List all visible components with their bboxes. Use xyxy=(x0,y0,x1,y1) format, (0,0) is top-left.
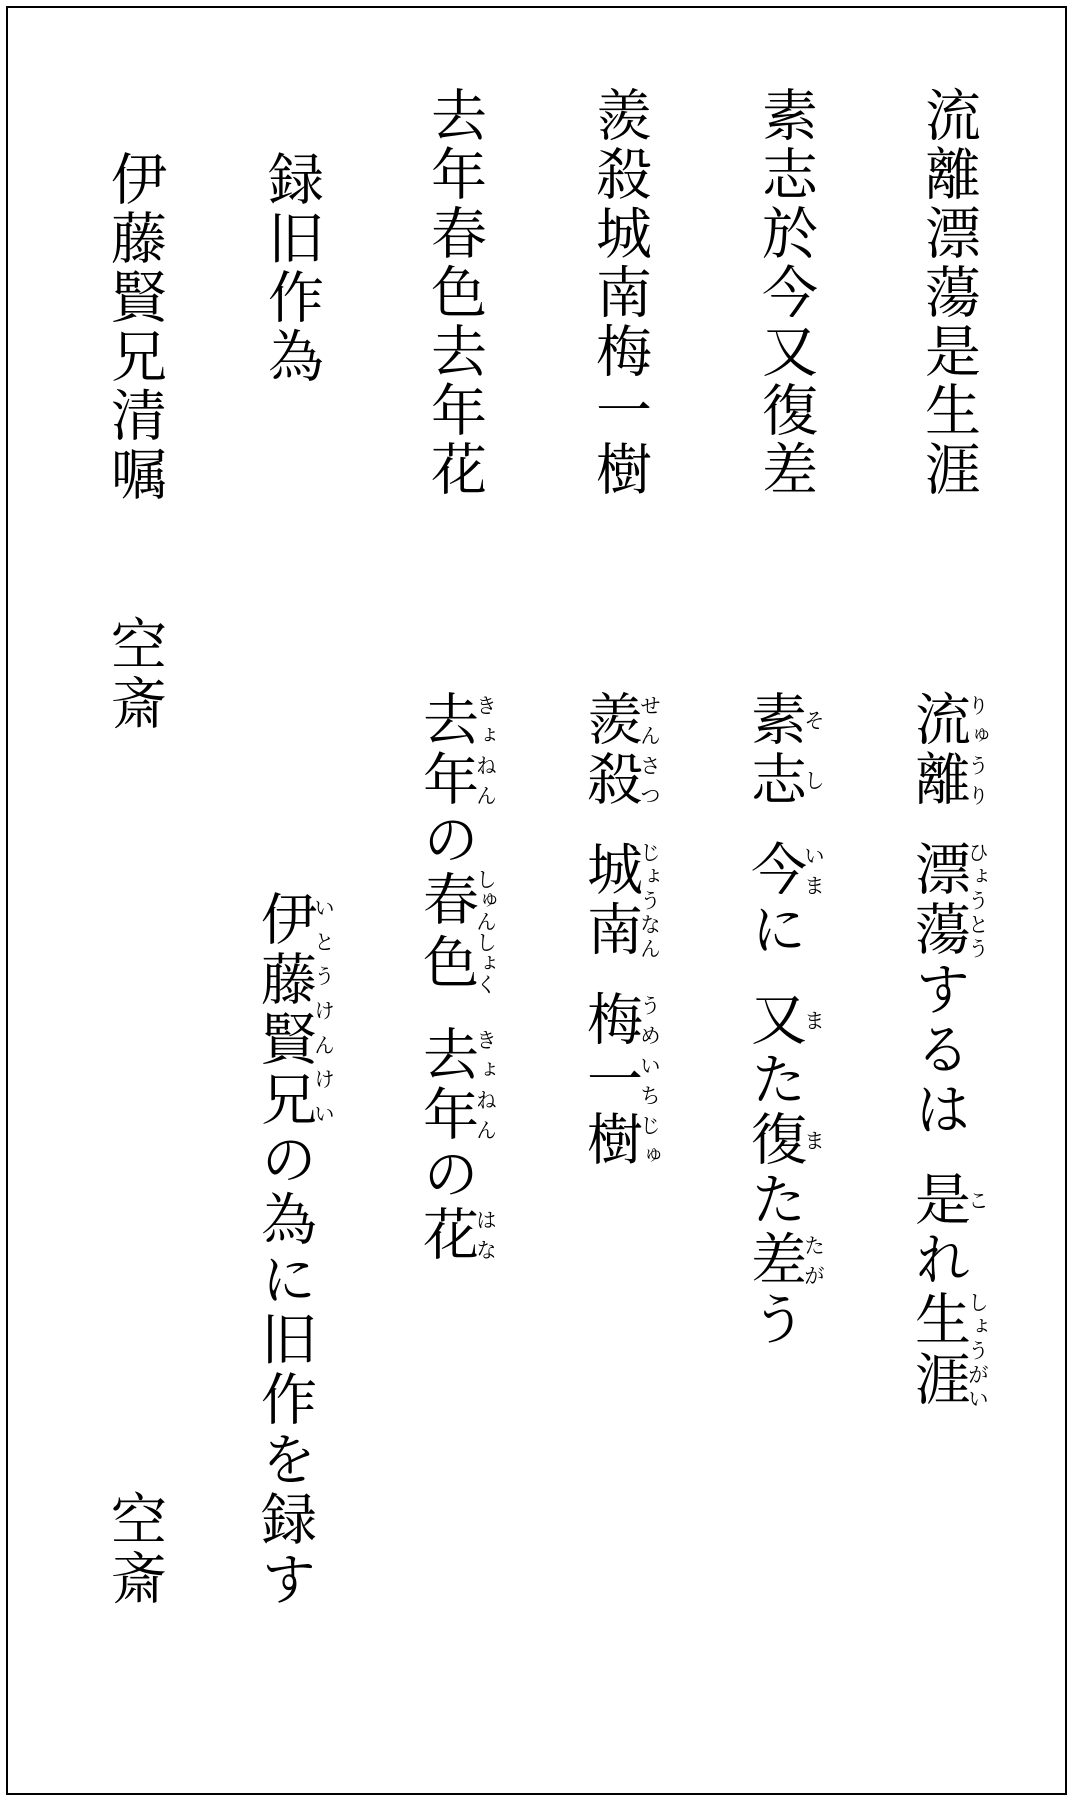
kanshi-line-3: 羨殺城南梅一樹 xyxy=(587,86,652,499)
kanshi-dedication: 伊藤賢兄清嘱 xyxy=(102,150,167,504)
kanshi-line-4: 去年春色去年花 xyxy=(422,86,487,499)
kanshi-note: 録旧作為 xyxy=(259,150,324,386)
kakikudashi-line-3: 羨殺せんさつ城南じょうなん梅一樹うめいちじゅ xyxy=(578,690,662,1170)
kakikudashi-signature: 空斎 xyxy=(102,1490,167,1608)
kanshi-line-1: 流離漂蕩是生涯 xyxy=(916,86,981,499)
kakikudashi-line-4: 去年きょねんの春色しゅんしょく去年きょねんの花はな xyxy=(414,690,498,1265)
kakikudashi-line-2: 素志そし今いまに又また復また差たがう xyxy=(742,690,826,1350)
kanshi-line-2: 素志於今又復差 xyxy=(753,86,818,499)
kanshi-signature: 空斎 xyxy=(102,615,167,733)
kakikudashi-note: 伊藤賢兄いとうけんけいの為に旧作を録す xyxy=(252,890,336,1610)
kakikudashi-line-1: 流離りゅうり漂蕩ひょうとうするは是これ生涯しょうがい xyxy=(906,690,990,1410)
